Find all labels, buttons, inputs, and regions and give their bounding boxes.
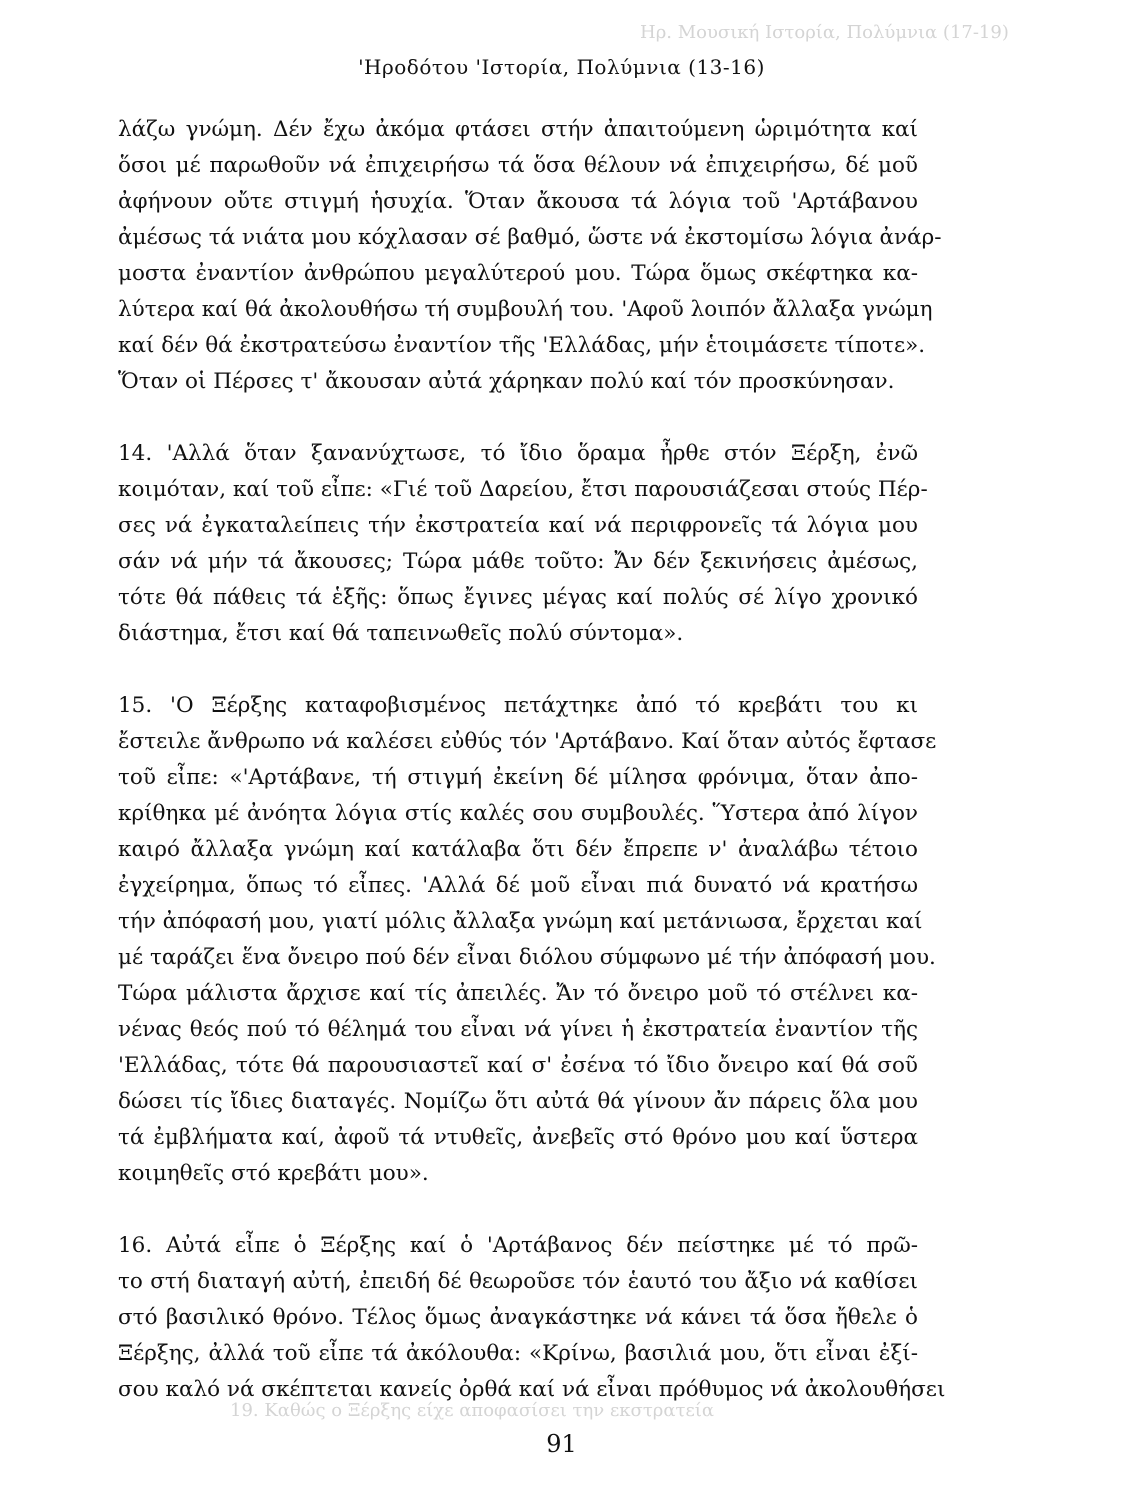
text-line: σες νά ἐγκαταλείπεις τήν ἐκστρατεία καί νά περιφρονεῖς τά λόγια μου <box>118 513 918 538</box>
text-line: νένας θεός πού τό θέλημά του εἶναι νά γίνει ἡ ἐκστρατεία ἐναντίον τῆς <box>118 1017 918 1042</box>
page-number: 91 <box>546 1430 577 1458</box>
text-line: το στή διαταγή αὐτή, ἐπειδή δέ θεωροῦσε τόν ἑαυτό του ἄξιο νά καθίσει <box>118 1269 918 1294</box>
body-text <box>118 112 946 1408</box>
paragraph-gap <box>118 1192 918 1228</box>
text-line: ἀφήνουν οὔτε στιγμή ἡσυχία. Ὅταν ἄκουσα τά λόγια τοῦ 'Αρτάβανου <box>118 189 918 214</box>
text-line: μέ ταράζει ἕνα ὄνειρο πού δέν εἶναι διόλου σύμφωνο μέ τήν ἀπόφασή μου. <box>118 945 936 970</box>
text-line: ὅσοι μέ παρωθοῦν νά ἐπιχειρήσω τά ὅσα θέλουν νά ἐπιχειρήσω, δέ μοῦ <box>118 153 918 178</box>
text-line: 15. 'Ο Ξέρξης καταφοβισμένος πετάχτηκε ἀπό τό κρεβάτι του κι <box>118 693 918 718</box>
bleed-through-header: Ηρ. Μουσική Ιστορία, Πολύμνια (17-19) <box>640 22 1009 43</box>
text-line: δώσει τίς ἴδιες διαταγές. Νομίζω ὅτι αὐτά θά γίνουν ἄν πάρεις ὅλα μου <box>118 1089 918 1114</box>
paragraph-gap <box>118 652 918 688</box>
text-line: 14. 'Αλλά ὅταν ξανανύχτωσε, τό ἴδιο ὅραμα ἦρθε στόν Ξέρξη, ἐνῶ <box>118 441 918 466</box>
paragraph-14 <box>118 436 928 652</box>
text-line: μοστα ἐναντίον ἀνθρώπου μεγαλύτερού μου. Τώρα ὅμως σκέφτηκα κα- <box>118 261 918 286</box>
text-line: καιρό ἄλλαξα γνώμη καί κατάλαβα ὅτι δέν ἔπρεπε ν' ἀναλάβω τέτοιο <box>118 837 918 862</box>
text-line: Ὅταν οἱ Πέρσες τ' ἄκουσαν αὐτά χάρηκαν πολύ καί τόν προσκύνησαν. <box>118 369 895 394</box>
paragraph-13-continued <box>118 112 942 400</box>
text-line: τοῦ εἶπε: «'Αρτάβανε, τή στιγμή ἐκείνη δέ μίλησα φρόνιμα, ὅταν ἀπο- <box>118 765 918 790</box>
text-line: ἔστειλε ἄνθρωπο νά καλέσει εὐθύς τόν 'Αρτάβανο. Καί ὅταν αὐτός ἔφτασε <box>118 729 937 754</box>
text-line: σου καλό νά σκέπτεται κανείς ὀρθά καί νά εἶναι πρόθυμος νά ἀκολουθήσει <box>118 1377 946 1402</box>
text-line: 'Ελλάδας, τότε θά παρουσιαστεῖ καί σ' ἐσένα τό ἴδιο ὄνειρο καί θά σοῦ <box>118 1053 918 1078</box>
paragraph-15 <box>118 688 937 1192</box>
text-line: ἀμέσως τά νιάτα μου κόχλασαν σέ βαθμό, ὥστε νά ἐκστομίσω λόγια ἀνάρ- <box>118 225 942 250</box>
text-line: 16. Αὐτά εἶπε ὁ Ξέρξης καί ὁ 'Αρτάβανος δέν πείστηκε μέ τό πρῶ- <box>118 1233 918 1258</box>
paragraph-gap <box>118 400 918 436</box>
text-line: λάζω γνώμη. Δέν ἔχω ἀκόμα φτάσει στήν ἀπαιτούμενη ὡριμότητα καί <box>118 117 918 142</box>
text-line: Τώρα μάλιστα ἄρχισε καί τίς ἀπειλές. Ἄν τό ὄνειρο μοῦ τό στέλνει κα- <box>118 981 918 1006</box>
text-line: τότε θά πάθεις τά ἑξῆς: ὅπως ἔγινες μέγας καί πολύς σέ λίγο χρονικό <box>118 585 918 610</box>
text-line: τήν ἀπόφασή μου, γιατί μόλις ἄλλαξα γνώμη καί μετάνιωσα, ἔρχεται καί <box>118 909 923 934</box>
bleed-through-section-19: 19. Καθώς ο Ξέρξης είχε αποφασίσει την εκστρατεία <box>230 1400 715 1421</box>
text-line: σάν νά μήν τά ἄκουσες; Τώρα μάθε τοῦτο: Ἄν δέν ξεκινήσεις ἀμέσως, <box>118 549 918 574</box>
text-line: κρίθηκα μέ ἀνόητα λόγια στίς καλές σου συμβουλές. Ὕστερα ἀπό λίγον <box>118 801 918 826</box>
text-line: διάστημα, ἔτσι καί θά ταπεινωθεῖς πολύ σύντομα». <box>118 621 684 646</box>
paragraph-16 <box>118 1228 946 1408</box>
running-head: 'Ηροδότου 'Ιστορία, Πολύμνια (13-16) <box>358 55 765 79</box>
text-line: στό βασιλικό θρόνο. Τέλος ὅμως ἀναγκάστηκε νά κάνει τά ὅσα ἤθελε ὁ <box>118 1305 918 1330</box>
text-line: καί δέν θά ἐκστρατεύσω ἐναντίον τῆς 'Ελλάδας, μήν ἑτοιμάσετε τίποτε». <box>118 333 926 358</box>
text-line: κοιμόταν, καί τοῦ εἶπε: «Γιέ τοῦ Δαρείου, ἔτσι παρουσιάζεσαι στούς Πέρ- <box>118 477 928 502</box>
text-line: κοιμηθεῖς στό κρεβάτι μου». <box>118 1161 429 1186</box>
text-line: τά ἐμβλήματα καί, ἀφοῦ τά ντυθεῖς, ἀνεβεῖς στό θρόνο μου καί ὕστερα <box>118 1125 918 1150</box>
text-line: Ξέρξης, ἀλλά τοῦ εἶπε τά ἀκόλουθα: «Κρίνω, βασιλιά μου, ὅτι εἶναι ἐξί- <box>118 1341 918 1366</box>
text-line: ἐγχείρημα, ὅπως τό εἶπες. 'Αλλά δέ μοῦ εἶναι πιά δυνατό νά κρατήσω <box>118 873 918 898</box>
text-line: λύτερα καί θά ἀκολουθήσω τή συμβουλή του. 'Αφοῦ λοιπόν ἄλλαξα γνώμη <box>118 297 933 322</box>
